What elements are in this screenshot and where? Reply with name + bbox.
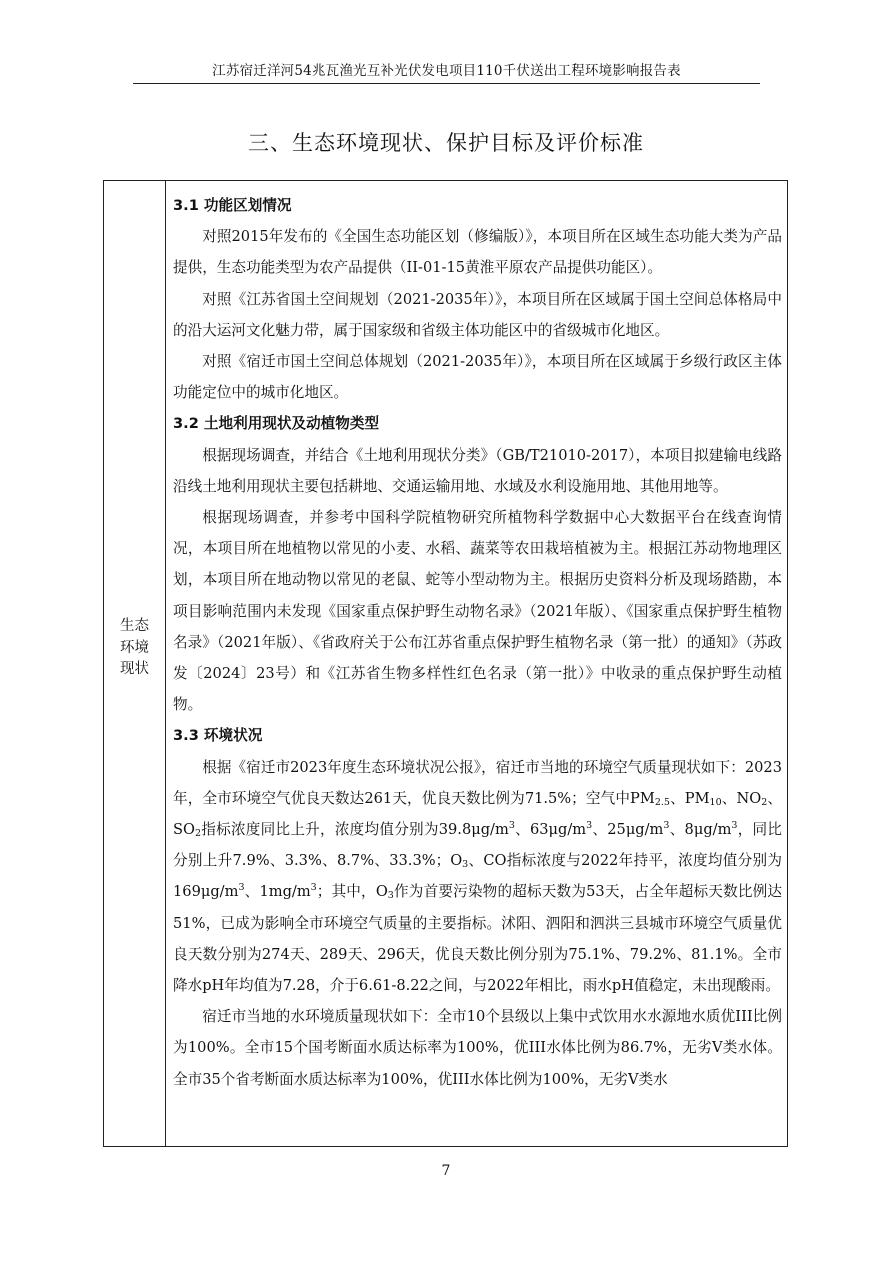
- subscript: 2: [761, 796, 768, 808]
- text-run: ，同比分别上升7.9%、3.3%、8.7%、33.3%；O: [173, 821, 782, 870]
- heading-3-2: 3.2 土地利用现状及动植物类型: [173, 415, 380, 433]
- row-label-line-3: 现状: [120, 661, 149, 677]
- paragraph-air-quality: [173, 752, 782, 1002]
- table-column-divider: [165, 180, 166, 1147]
- text-run: 根据《宿迁市2023年度生态环境状况公报》，宿迁市当地的环境空气质量现状如下：2023年，全市环境空气优良天数达261天，优良天数比例为71.5%；空气中PM: [173, 758, 782, 807]
- paragraph-water-quality: 宿迁市当地的水环境质量现状如下：全市10个县级以上集中式饮用水水源地水质优III比例为100%。全市15个国考断面水质达标率为100%，优III水体比例为86.7%，无劣V类水体。全市35个省考断面水质达标率为100%，优III水体比例为100%，无劣V类水: [173, 1008, 782, 1088]
- text-run: 、PM: [669, 789, 710, 807]
- text-run: 、8μg/m: [669, 821, 732, 839]
- text-run: 、1mg/m: [244, 883, 311, 901]
- section-title: 三、生态环境现状、保护目标及评价标准: [248, 131, 644, 155]
- text-run: 、63μg/m: [514, 821, 587, 839]
- superscript: 3: [310, 882, 317, 894]
- text-run: 、NO: [721, 789, 762, 807]
- paragraph-3-2-1: 根据现场调查，并结合《土地利用现状分类》（GB/T21010-2017），本项目拟建输电线路沿线土地利用现状主要包括耕地、交通运输用地、水域及水利设施用地、其他用地等。: [173, 446, 782, 495]
- superscript: 3: [663, 820, 670, 832]
- row-label: [104, 616, 165, 681]
- text-run: 、SO: [173, 789, 783, 839]
- text-run: 、CO指标浓度与2022年持平，浓度均值分别为169μg/m: [173, 852, 782, 901]
- running-header: 江苏宿迁洋河54兆瓦渔光互补光伏发电项目110千伏送出工程环境影响报告表: [212, 63, 681, 79]
- row-label-line-1: 生态: [120, 618, 149, 634]
- page-number: 7: [441, 1163, 451, 1179]
- superscript: 3: [508, 820, 515, 832]
- row-label-line-2: 环境: [120, 639, 149, 656]
- paragraph-3-2-2: 根据现场调查，并参考中国科学院植物研究所植物科学数据中心大数据平台在线查询情况，本项目所在地植物以常见的小麦、水稻、蔬菜等农田栽培植被为主。根据江苏动物地理区划，本项目所在地动物以常见的老鼠、蛇等小型动物为主。根据历史资料分析及现场踏勘，本项目影响范围内未发现《国家重点保护野生动物名录》（2021年版）、《国家重点保护野生植物名录》（2021年版）、《省政府关于公布江苏省重点保护野生植物名录（第一批）的通知》（苏政发〔2024〕23号）和《江苏省生物多样性红色名录（第一批）》中收录的重点保护野生动植物。: [173, 509, 782, 714]
- superscript: 3: [238, 882, 245, 894]
- superscript: 3: [731, 820, 738, 832]
- subscript: 2.5: [654, 796, 670, 808]
- header-rule: [133, 83, 760, 84]
- paragraph-3-1-2: 对照《江苏省国土空间规划（2021-2035年）》，本项目所在区域属于国土空间总体格局中的沿大运河文化魅力带，属于国家级和省级主体功能区中的省级城市化地区。: [173, 290, 782, 339]
- subscript: 10: [709, 796, 722, 808]
- superscript: 3: [586, 820, 593, 832]
- text-run: 指标浓度同比上升，浓度均值分别为39.8μg/m: [201, 821, 509, 839]
- paragraph-3-1-3: 对照《宿迁市国土空间总体规划（2021-2035年）》，本项目所在区域属于乡级行政区主体功能定位中的城市化地区。: [173, 353, 782, 402]
- heading-3-3: 3.3 环境状况: [173, 727, 263, 745]
- subscript: 2: [194, 828, 202, 840]
- subscript: 3: [387, 890, 394, 902]
- text-run: ；其中，O: [316, 883, 388, 901]
- heading-3-1: 3.1 功能区划情况: [173, 197, 292, 214]
- content-cell: [173, 190, 782, 1095]
- paragraph-3-1-1: 对照2015年发布的《全国生态功能区划（修编版）》，本项目所在区域生态功能大类为产品提供，生态功能类型为农产品提供（II-01-15黄淮平原农产品提供功能区）。: [173, 228, 782, 277]
- text-run: 、25μg/m: [592, 821, 664, 839]
- text-run: 作为首要污染物的超标天数为53天，占全年超标天数比例达51%，已成为影响全市环境空气质量的主要指标。沭阳、泗阳和泗洪三县城市环境空气质量优良天数分别为274天、289天、296天，优良天数比例分别为75.1%、79.2%、81.1%。全市降水pH年均值为7.28，介于6.61-8.22之间，与2022年相比，雨水pH值稳定，未出现酸雨。: [173, 883, 782, 995]
- subscript: 3: [462, 859, 469, 871]
